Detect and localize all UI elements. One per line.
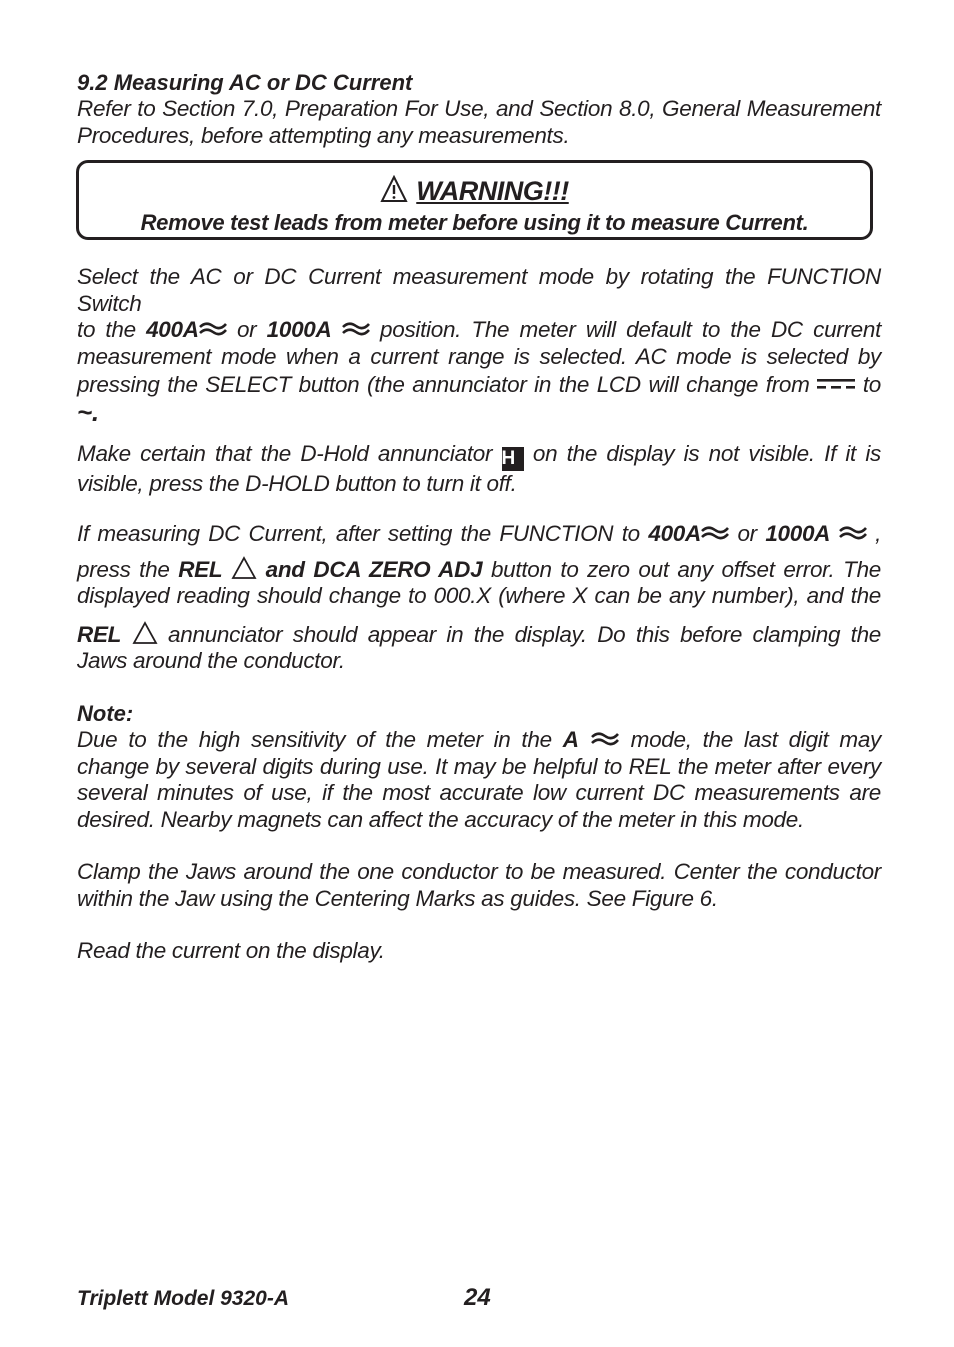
p3-rel-group <box>178 557 257 582</box>
p2-line-2: visible, press the D-HOLD button to turn it off. <box>77 471 517 496</box>
p1-line-1: Select the AC or DC Current measurement mode by rotating the FUNCTION Switch <box>77 264 881 316</box>
p3-l4-rel: REL <box>77 621 122 647</box>
note-l1-b: mode, the last digit may <box>630 727 882 752</box>
section-heading: 9.2 Measuring AC or DC Current <box>77 70 413 95</box>
p3-l2-a: press the <box>77 556 170 582</box>
p3-l1-comma: , <box>875 521 882 546</box>
p1-line-4 <box>77 372 881 399</box>
p1-range-400-group <box>146 317 227 342</box>
d-hold-icon: H <box>502 447 524 471</box>
note-line-4: desired. Nearby magnets can affect the accuracy of the meter in this mode. <box>77 806 804 832</box>
ac-dc-wave-icon <box>342 320 370 336</box>
p3-range-1000: 1000A <box>765 521 831 546</box>
ac-dc-wave-icon <box>590 730 620 746</box>
ac-dc-wave-icon <box>701 524 729 540</box>
p3-l2-b: button to zero out any offset error. The <box>490 556 881 582</box>
note-block <box>77 701 881 833</box>
p3-l2-bold: and DCA ZERO ADJ <box>265 556 483 582</box>
p3-range-400-group <box>648 521 729 546</box>
p1-l4-b: to <box>862 372 882 397</box>
warning-box <box>76 160 873 240</box>
paragraph-read <box>77 938 881 965</box>
warning-title: WARNING!!! <box>416 176 569 206</box>
p3-rel: REL <box>178 556 223 582</box>
ac-dc-wave-icon <box>839 524 867 540</box>
rel-triangle-icon <box>231 556 257 580</box>
intro-line-1: Refer to Section 7.0, Preparation For Use, and Section 8.0, General Measurement <box>77 96 881 121</box>
warning-triangle-icon <box>380 175 408 203</box>
p1-l2-b: position. The meter will default to the DC current <box>380 317 882 342</box>
paragraph-clamp <box>77 859 881 912</box>
warning-text: Remove test leads from meter before using it to measure Current. <box>140 210 809 235</box>
p1-l2-a: to the <box>77 317 136 342</box>
note-mode-group <box>563 727 620 752</box>
p5-line-1: Read the current on the display. <box>77 938 385 963</box>
p1-l4-a: pressing the SELECT button (the annunciator in the LCD will change from <box>77 372 810 397</box>
p1-line-5 <box>77 396 881 427</box>
p3-line-4 <box>77 621 881 649</box>
p3-rel-group-2 <box>77 622 158 647</box>
ac-symbol: ~. <box>77 396 99 427</box>
p1-l2-or: or <box>236 317 257 342</box>
p3-line-1 <box>77 521 881 548</box>
note-l1-a: Due to the high sensitivity of the meter in the <box>77 727 552 752</box>
note-line-3: several minutes of use, if the most accurate low current DC measurements are <box>77 780 881 805</box>
p3-line-2 <box>77 556 881 584</box>
p1-range-400: 400A <box>146 317 199 342</box>
p3-l4-b: annunciator should appear in the display. Do this before clamping the <box>168 621 882 647</box>
paragraph-select-mode <box>77 264 881 425</box>
p1-line-2 <box>77 317 881 344</box>
p3-range-400: 400A <box>648 521 701 546</box>
p2-l1-a: Make certain that the D-Hold annunciator <box>77 441 493 466</box>
paragraph-d-hold <box>77 441 881 498</box>
rel-triangle-icon <box>132 621 158 645</box>
note-title: Note: <box>77 701 134 726</box>
p1-line-3: measurement mode when a current range is selected. AC mode is selected by <box>77 343 881 369</box>
warning-title-row <box>79 175 870 207</box>
note-line-1 <box>77 727 881 754</box>
p4-line-2: within the Jaw using the Centering Marks as guides. See Figure 6. <box>77 885 718 911</box>
p1-range-1000: 1000A <box>266 317 332 342</box>
p2-line-1 <box>77 441 881 471</box>
intro-line-2: Procedures, before attempting any measurements. <box>77 122 570 148</box>
p3-l1-or: or <box>737 521 757 546</box>
note-mode-a: A <box>562 727 579 752</box>
p3-l1-a: If measuring DC Current, after setting the FUNCTION to <box>77 521 640 546</box>
p3-range-1000-group <box>765 521 866 546</box>
note-line-2: change by several digits during use. It may be helpful to REL the meter after every <box>77 753 881 779</box>
p3-line-5: Jaws around the conductor. <box>77 648 345 673</box>
ac-dc-wave-icon <box>199 320 227 336</box>
p4-line-1: Clamp the Jaws around the one conductor to be measured. Center the conductor <box>77 859 881 884</box>
p1-range-1000-group <box>267 317 370 342</box>
p2-l1-b: on the display is not visible. If it is <box>532 441 882 466</box>
paragraph-dc-zero <box>77 521 881 675</box>
section-header <box>77 70 881 149</box>
dc-symbol-icon <box>817 378 855 390</box>
page-number: 24 <box>464 1284 491 1311</box>
footer-model: Triplett Model 9320-A <box>77 1287 289 1310</box>
p3-line-3: displayed reading should change to 000.X (where X can be any number), and the <box>77 583 881 608</box>
